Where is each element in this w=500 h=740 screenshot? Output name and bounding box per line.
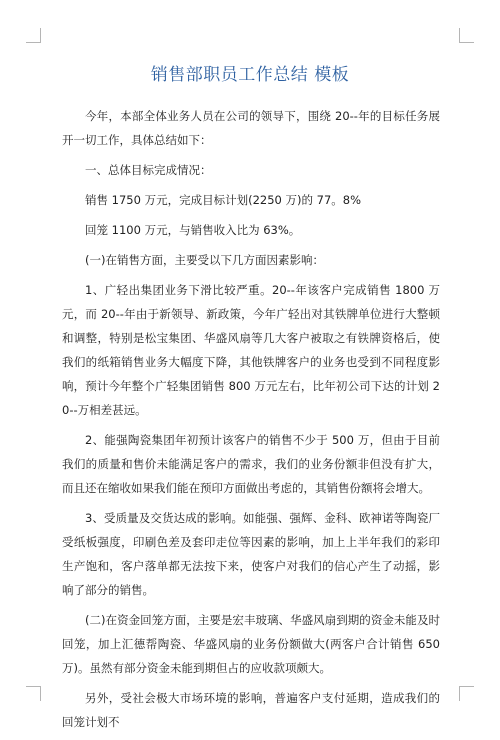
page-corner-mark-top-right [459,28,474,43]
page-corner-mark-top-left [26,28,41,43]
page-title: 销售部职员工作总结 模板 [150,65,350,85]
paragraph-capital-collection: (二)在资金回笼方面，主要是宏丰玻璃、华盛风扇到期的资金未能及时回笼，加上汇德帮陶瓷、华盛风扇的业务份额做大(两客户合计销售 650 万)。虽然有部分资金未能到期但占的应收款项颇大。 [62,613,440,675]
page-corner-mark-bottom-right [459,686,474,701]
paragraph-factor-3: 3、受质量及交货达成的影响。如能强、强辉、金科、欧神诺等陶瓷厂受纸板强度，印刷色差及套印走位等因素的影响，加上上半年我们的彩印生产饱和，客户落单都无法按下来，使客户对我们的信心产生了动摇，影响了部分的销售。 [62,511,440,597]
document-body [62,104,440,740]
heading-sales-factors: (一)在销售方面，主要受以下几方面因素影响： [85,253,324,267]
page-corner-mark-bottom-left [26,686,41,701]
heading-overall-goal: 一、总体目标完成情况： [85,163,212,177]
paragraph-collection-figure: 回笼 1100 万元，与销售收入比为 63%。 [85,223,301,237]
paragraph-factor-2: 2、能强陶瓷集团年初预计该客户的销售不少于 500 万，但由于目前我们的质量和售价未能满足客户的需求，我们的业务份额非但没有扩大，而且还在缩收如果我们能在预印方面做出考虑的，其销售份额将会增大。 [62,433,440,495]
paragraph-market-environment: 另外，受社会极大市场环境的影响，普遍客户支付延期，造成我们的回笼计划不 [62,691,440,729]
paragraph-factor-1: 1、广轻出集团业务下滑比较严重。20--年该客户完成销售 1800 万元，而 20--年由于新领导、新政策，今年广轻出对其铁牌单位进行大整顿和调整，特别是松宝集团、华盛风扇等几大客户被取之有铁牌资格后，使我们的纸箱销售业务大幅度下降，其他铁牌客户的业务也受到不同程度影响，预计今年整个广轻集团销售 800 万元左右，比年初公司下达的计划 20--万相差甚远。 [62,283,440,417]
paragraph-intro: 今年，本部全体业务人员在公司的领导下，围绕 20--年的目标任务展开一切工作，具体总结如下： [62,109,440,147]
paragraph-sales-figure: 销售 1750 万元，完成目标计划(2250 万)的 77。8% [85,193,362,207]
